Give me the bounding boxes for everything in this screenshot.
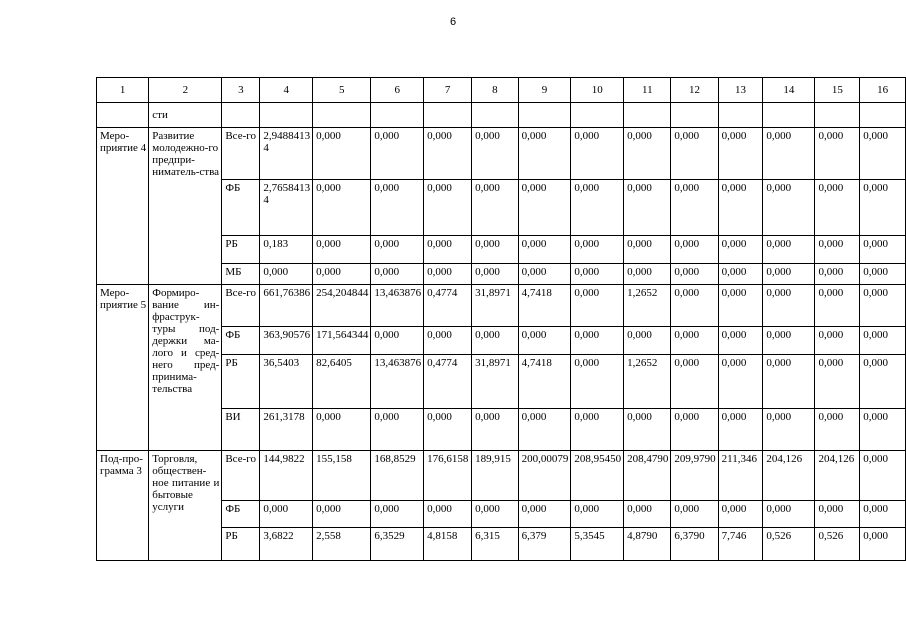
value-cell: 176,6158 xyxy=(424,451,472,501)
value-cell: 2,558 xyxy=(313,528,371,561)
value-cell: 0,000 xyxy=(518,264,571,285)
value-cell: 0,000 xyxy=(718,327,763,355)
value-cell: 254,204844 xyxy=(313,285,371,327)
value-cell: 6,315 xyxy=(472,528,519,561)
value-cell: 0,000 xyxy=(260,264,313,285)
table-cell xyxy=(424,103,472,128)
value-cell: 0,000 xyxy=(815,327,860,355)
value-cell: 0,000 xyxy=(472,327,519,355)
table-body xyxy=(97,78,906,561)
header-cell: 16 xyxy=(860,78,906,103)
value-cell: 0,000 xyxy=(860,180,906,236)
header-cell: 7 xyxy=(424,78,472,103)
value-cell: 82,6405 xyxy=(313,355,371,409)
funding-source-cell: ФБ xyxy=(222,180,260,236)
value-cell: 0,000 xyxy=(763,285,815,327)
value-cell: 0,000 xyxy=(424,327,472,355)
value-cell: 0,000 xyxy=(624,501,671,528)
value-cell: 0,000 xyxy=(718,180,763,236)
program-description-cell: Развитие молодежно-го предпри-ниматель-ства xyxy=(149,128,222,285)
value-cell: 0,000 xyxy=(860,528,906,561)
value-cell: 0,000 xyxy=(571,180,624,236)
value-cell: 209,9790 xyxy=(671,451,718,501)
table-cell xyxy=(860,103,906,128)
header-cell: 12 xyxy=(671,78,718,103)
value-cell: 0,000 xyxy=(815,355,860,409)
value-cell: 0,000 xyxy=(815,409,860,451)
value-cell: 0,183 xyxy=(260,236,313,264)
value-cell: 168,8529 xyxy=(371,451,424,501)
header-cell: 13 xyxy=(718,78,763,103)
table-row xyxy=(97,285,906,327)
value-cell: 0,000 xyxy=(671,409,718,451)
value-cell: 0,000 xyxy=(763,409,815,451)
value-cell: 0,000 xyxy=(424,180,472,236)
value-cell: 6,3529 xyxy=(371,528,424,561)
value-cell: 661,76386 xyxy=(260,285,313,327)
value-cell: 0,000 xyxy=(763,236,815,264)
value-cell: 363,90576 xyxy=(260,327,313,355)
value-cell: 0,000 xyxy=(571,355,624,409)
table-cell xyxy=(763,103,815,128)
value-cell: 13,463876 xyxy=(371,355,424,409)
value-cell: 0,000 xyxy=(718,409,763,451)
value-cell: 0,000 xyxy=(424,409,472,451)
value-cell: 0,000 xyxy=(260,501,313,528)
value-cell: 0,000 xyxy=(571,236,624,264)
value-cell: 0,000 xyxy=(671,180,718,236)
value-cell: 0,000 xyxy=(313,236,371,264)
value-cell: 4,7418 xyxy=(518,355,571,409)
value-cell: 0,000 xyxy=(671,355,718,409)
value-cell: 211,346 xyxy=(718,451,763,501)
funding-source-cell: РБ xyxy=(222,236,260,264)
program-name-cell: Меро-приятие 4 xyxy=(97,128,149,285)
header-cell: 3 xyxy=(222,78,260,103)
value-cell: 0,000 xyxy=(624,264,671,285)
value-cell: 0,000 xyxy=(671,285,718,327)
value-cell: 0,000 xyxy=(860,355,906,409)
value-cell: 0,000 xyxy=(518,327,571,355)
value-cell: 204,126 xyxy=(815,451,860,501)
table-cell xyxy=(718,103,763,128)
value-cell: 0,000 xyxy=(313,128,371,180)
value-cell: 0,526 xyxy=(763,528,815,561)
value-cell: 0,000 xyxy=(371,128,424,180)
value-cell: 0,000 xyxy=(763,180,815,236)
header-cell: 1 xyxy=(97,78,149,103)
value-cell: 0,000 xyxy=(860,236,906,264)
value-cell: 0,000 xyxy=(371,501,424,528)
value-cell: 0,000 xyxy=(718,264,763,285)
value-cell: 0,000 xyxy=(571,327,624,355)
value-cell: 0,000 xyxy=(860,409,906,451)
value-cell: 0,000 xyxy=(313,501,371,528)
value-cell: 0,000 xyxy=(815,285,860,327)
value-cell: 261,3178 xyxy=(260,409,313,451)
header-cell: 5 xyxy=(313,78,371,103)
value-cell: 0,000 xyxy=(424,264,472,285)
value-cell: 0,000 xyxy=(371,236,424,264)
table-cell xyxy=(571,103,624,128)
program-name-cell: Меро-приятие 5 xyxy=(97,285,149,451)
program-description-cell: Формиро-вание ин-фраструк-туры под-держки ма-лого и сред-него пред-принима-тельства xyxy=(149,285,222,451)
funding-source-cell: ВИ xyxy=(222,409,260,451)
value-cell: 0,000 xyxy=(860,451,906,501)
value-cell: 0,000 xyxy=(313,409,371,451)
value-cell: 0,000 xyxy=(860,285,906,327)
value-cell: 189,915 xyxy=(472,451,519,501)
value-cell: 0,000 xyxy=(671,236,718,264)
value-cell: 204,126 xyxy=(763,451,815,501)
table-row xyxy=(97,451,906,501)
table-cell xyxy=(222,103,260,128)
program-description-cell: Торговля, обществен-ное питание и бытовые услуги xyxy=(149,451,222,561)
funding-source-cell: Все-го xyxy=(222,128,260,180)
header-cell: 11 xyxy=(624,78,671,103)
value-cell: 0,000 xyxy=(671,501,718,528)
value-cell: 0,000 xyxy=(718,285,763,327)
value-cell: 0,000 xyxy=(371,327,424,355)
value-cell: 0,000 xyxy=(815,128,860,180)
value-cell: 0,000 xyxy=(472,409,519,451)
value-cell: 6,3790 xyxy=(671,528,718,561)
value-cell: 0,000 xyxy=(571,501,624,528)
value-cell: 7,746 xyxy=(718,528,763,561)
value-cell: 171,564344 xyxy=(313,327,371,355)
value-cell: 2,7658413 4 xyxy=(260,180,313,236)
value-cell: 2,9488413 4 xyxy=(260,128,313,180)
value-cell: 0,000 xyxy=(763,501,815,528)
value-cell: 1,2652 xyxy=(624,285,671,327)
value-cell: 4,8158 xyxy=(424,528,472,561)
value-cell: 0,000 xyxy=(860,128,906,180)
table-cell xyxy=(260,103,313,128)
value-cell: 0,000 xyxy=(763,327,815,355)
value-cell: 0,000 xyxy=(571,128,624,180)
value-cell: 0,000 xyxy=(518,180,571,236)
table-cell xyxy=(313,103,371,128)
funding-source-cell: Все-го xyxy=(222,285,260,327)
value-cell: 0,000 xyxy=(371,264,424,285)
value-cell: 0,000 xyxy=(472,501,519,528)
value-cell: 31,8971 xyxy=(472,355,519,409)
funding-source-cell: РБ xyxy=(222,355,260,409)
value-cell: 0,000 xyxy=(718,355,763,409)
value-cell: 0,4774 xyxy=(424,285,472,327)
value-cell: 0,000 xyxy=(472,128,519,180)
table-cell xyxy=(472,103,519,128)
value-cell: 0,000 xyxy=(860,327,906,355)
table-cell xyxy=(371,103,424,128)
value-cell: 0,000 xyxy=(371,409,424,451)
value-cell: 0,000 xyxy=(624,409,671,451)
header-cell: 10 xyxy=(571,78,624,103)
table-cell xyxy=(815,103,860,128)
table-row xyxy=(97,128,906,180)
header-cell: 8 xyxy=(472,78,519,103)
value-cell: 0,000 xyxy=(718,236,763,264)
value-cell: 0,000 xyxy=(815,236,860,264)
value-cell: 4,7418 xyxy=(518,285,571,327)
header-cell: 2 xyxy=(149,78,222,103)
value-cell: 155,158 xyxy=(313,451,371,501)
value-cell: 0,000 xyxy=(815,180,860,236)
funding-source-cell: Все-го xyxy=(222,451,260,501)
table-cell xyxy=(624,103,671,128)
value-cell: 0,000 xyxy=(671,264,718,285)
header-cell: 9 xyxy=(518,78,571,103)
header-cell: 15 xyxy=(815,78,860,103)
value-cell: 0,000 xyxy=(472,180,519,236)
continuation-text: сти xyxy=(149,103,222,128)
value-cell: 144,9822 xyxy=(260,451,313,501)
value-cell: 0,000 xyxy=(571,264,624,285)
value-cell: 0,000 xyxy=(424,128,472,180)
header-cell: 4 xyxy=(260,78,313,103)
value-cell: 0,000 xyxy=(518,501,571,528)
table-cell xyxy=(97,103,149,128)
value-cell: 208,4790 xyxy=(624,451,671,501)
header-row xyxy=(97,78,906,103)
value-cell: 0,000 xyxy=(518,409,571,451)
value-cell: 0,000 xyxy=(815,264,860,285)
header-cell: 14 xyxy=(763,78,815,103)
value-cell: 3,6822 xyxy=(260,528,313,561)
value-cell: 0,000 xyxy=(671,327,718,355)
funding-source-cell: ФБ xyxy=(222,501,260,528)
value-cell: 0,000 xyxy=(472,264,519,285)
value-cell: 0,000 xyxy=(860,501,906,528)
table-cell xyxy=(671,103,718,128)
value-cell: 0,000 xyxy=(424,501,472,528)
value-cell: 1,2652 xyxy=(624,355,671,409)
value-cell: 0,000 xyxy=(718,501,763,528)
value-cell: 0,526 xyxy=(815,528,860,561)
funding-source-cell: МБ xyxy=(222,264,260,285)
table-cell xyxy=(518,103,571,128)
value-cell: 0,000 xyxy=(624,180,671,236)
value-cell: 0,000 xyxy=(624,128,671,180)
budget-table xyxy=(96,77,906,561)
value-cell: 0,000 xyxy=(313,180,371,236)
value-cell: 0,000 xyxy=(624,236,671,264)
funding-source-cell: РБ xyxy=(222,528,260,561)
value-cell: 0,4774 xyxy=(424,355,472,409)
header-cell: 6 xyxy=(371,78,424,103)
page-number: 6 xyxy=(449,16,457,28)
value-cell: 0,000 xyxy=(624,327,671,355)
value-cell: 0,000 xyxy=(424,236,472,264)
value-cell: 0,000 xyxy=(671,128,718,180)
value-cell: 5,3545 xyxy=(571,528,624,561)
value-cell: 0,000 xyxy=(371,180,424,236)
value-cell: 0,000 xyxy=(718,128,763,180)
value-cell: 13,463876 xyxy=(371,285,424,327)
value-cell: 208,95450 xyxy=(571,451,624,501)
value-cell: 0,000 xyxy=(518,128,571,180)
value-cell: 0,000 xyxy=(815,501,860,528)
value-cell: 0,000 xyxy=(860,264,906,285)
value-cell: 0,000 xyxy=(763,128,815,180)
value-cell: 0,000 xyxy=(571,409,624,451)
value-cell: 200,00079 xyxy=(518,451,571,501)
value-cell: 6,379 xyxy=(518,528,571,561)
funding-source-cell: ФБ xyxy=(222,327,260,355)
continuation-row xyxy=(97,103,906,128)
value-cell: 0,000 xyxy=(472,236,519,264)
value-cell: 31,8971 xyxy=(472,285,519,327)
value-cell: 0,000 xyxy=(571,285,624,327)
value-cell: 36,5403 xyxy=(260,355,313,409)
value-cell: 0,000 xyxy=(518,236,571,264)
value-cell: 0,000 xyxy=(763,355,815,409)
value-cell: 4,8790 xyxy=(624,528,671,561)
program-name-cell: Под-про-грамма 3 xyxy=(97,451,149,561)
value-cell: 0,000 xyxy=(763,264,815,285)
value-cell: 0,000 xyxy=(313,264,371,285)
